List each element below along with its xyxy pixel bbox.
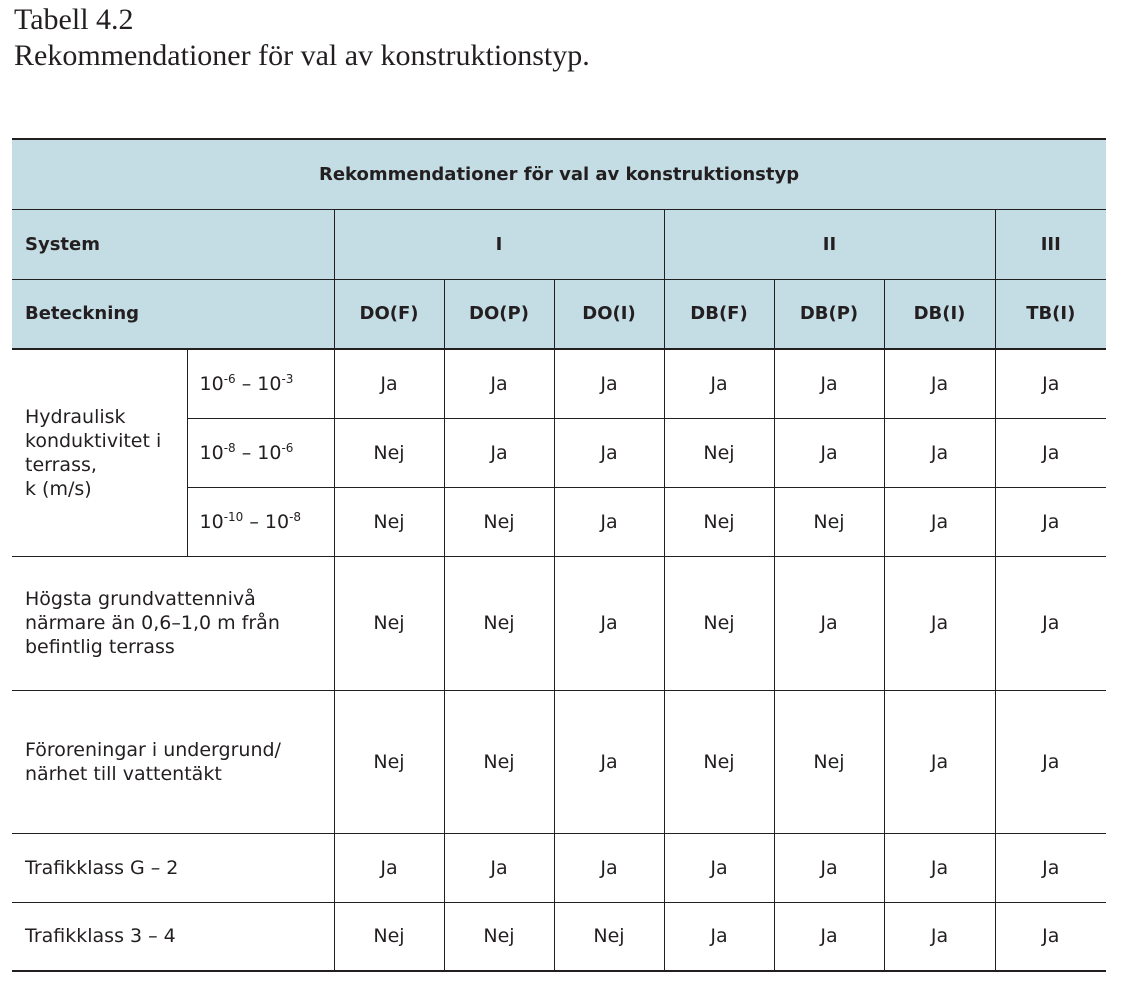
cell-value: Ja [995, 902, 1106, 971]
cell-value: Ja [444, 418, 554, 487]
table-row [12, 556, 1106, 690]
cell-value: Ja [884, 487, 995, 556]
cell-value: Nej [664, 690, 774, 833]
col-do-f: DO(F) [334, 279, 444, 349]
cell-value: Nej [334, 690, 444, 833]
cell-value: Ja [884, 349, 995, 418]
table-title: Rekommendationer för val av konstruktionstyp [12, 139, 1106, 209]
cell-value: Ja [554, 349, 664, 418]
k-range-2: $10^{-8} - 10^{-6}$ [187, 418, 334, 487]
cell-value: Ja [884, 556, 995, 690]
cell-value: Ja [995, 487, 1106, 556]
cell-value: Nej [334, 556, 444, 690]
cell-value: Nej [664, 556, 774, 690]
recommendation-table [12, 138, 1106, 972]
cell-value: Ja [995, 690, 1106, 833]
cell-value: Nej [444, 690, 554, 833]
cell-value: Nej [664, 418, 774, 487]
caption-number: Tabell 4.2 [14, 3, 134, 36]
pollution-label: Föroreningar i undergrund/ närhet till vattentäkt [12, 690, 334, 833]
cell-value: Ja [774, 418, 884, 487]
cell-value: Nej [334, 487, 444, 556]
cell-value: Ja [995, 556, 1106, 690]
cell-value: Nej [444, 487, 554, 556]
cell-value: Nej [334, 418, 444, 487]
cell-value: Ja [774, 349, 884, 418]
system-iii: III [995, 209, 1106, 279]
cell-value: Ja [444, 349, 554, 418]
cell-value: Ja [884, 690, 995, 833]
table-row [12, 833, 1106, 902]
k-range-3: $10^{-10} - 10^{-8}$ [187, 487, 334, 556]
cell-value: Nej [664, 487, 774, 556]
caption-title: Rekommendationer för val av konstruktionstyp. [14, 39, 590, 72]
beteckning-row [12, 279, 1106, 349]
cell-value: Ja [884, 418, 995, 487]
cell-value: Nej [774, 487, 884, 556]
col-do-p: DO(P) [444, 279, 554, 349]
cell-value: Ja [554, 556, 664, 690]
cell-value: Ja [334, 833, 444, 902]
groundwater-label: Högsta grundvattennivå närmare än 0,6–1,0 m från befintlig terrass [12, 556, 334, 690]
cell-value: Nej [444, 902, 554, 971]
cell-value: Ja [884, 833, 995, 902]
cell-value: Nej [554, 902, 664, 971]
cell-value: Ja [554, 690, 664, 833]
cell-value: Ja [995, 833, 1106, 902]
table-caption [14, 2, 590, 74]
cell-value: Ja [554, 833, 664, 902]
cell-value: Ja [774, 556, 884, 690]
cell-value: Ja [774, 902, 884, 971]
system-ii: II [664, 209, 995, 279]
col-tb-i: TB(I) [995, 279, 1106, 349]
k-range-1: $10^{-6} - 10^{-3}$ [187, 349, 334, 418]
col-db-f: DB(F) [664, 279, 774, 349]
cell-value: Ja [334, 349, 444, 418]
table-title-row [12, 139, 1106, 209]
table-row [12, 690, 1106, 833]
system-row [12, 209, 1106, 279]
cell-value: Ja [774, 833, 884, 902]
system-label: System [12, 209, 334, 279]
cell-value: Ja [995, 418, 1106, 487]
cell-value: Nej [444, 556, 554, 690]
table-row [12, 349, 1106, 418]
traffic-g2-label: Trafikklass G – 2 [12, 833, 334, 902]
col-do-i: DO(I) [554, 279, 664, 349]
hydraulic-label: Hydraulisk konduktivitet i terrass, k (m/s) [12, 349, 187, 556]
cell-value: Nej [334, 902, 444, 971]
cell-value: Ja [554, 418, 664, 487]
cell-value: Ja [554, 487, 664, 556]
col-db-i: DB(I) [884, 279, 995, 349]
cell-value: Ja [995, 349, 1106, 418]
cell-value: Ja [664, 833, 774, 902]
traffic-34-label: Trafikklass 3 – 4 [12, 902, 334, 971]
cell-value: Ja [664, 902, 774, 971]
cell-value: Nej [774, 690, 884, 833]
col-db-p: DB(P) [774, 279, 884, 349]
cell-value: Ja [444, 833, 554, 902]
system-i: I [334, 209, 664, 279]
table-row [12, 902, 1106, 971]
cell-value: Ja [664, 349, 774, 418]
cell-value: Ja [884, 902, 995, 971]
beteckning-label: Beteckning [12, 279, 334, 349]
